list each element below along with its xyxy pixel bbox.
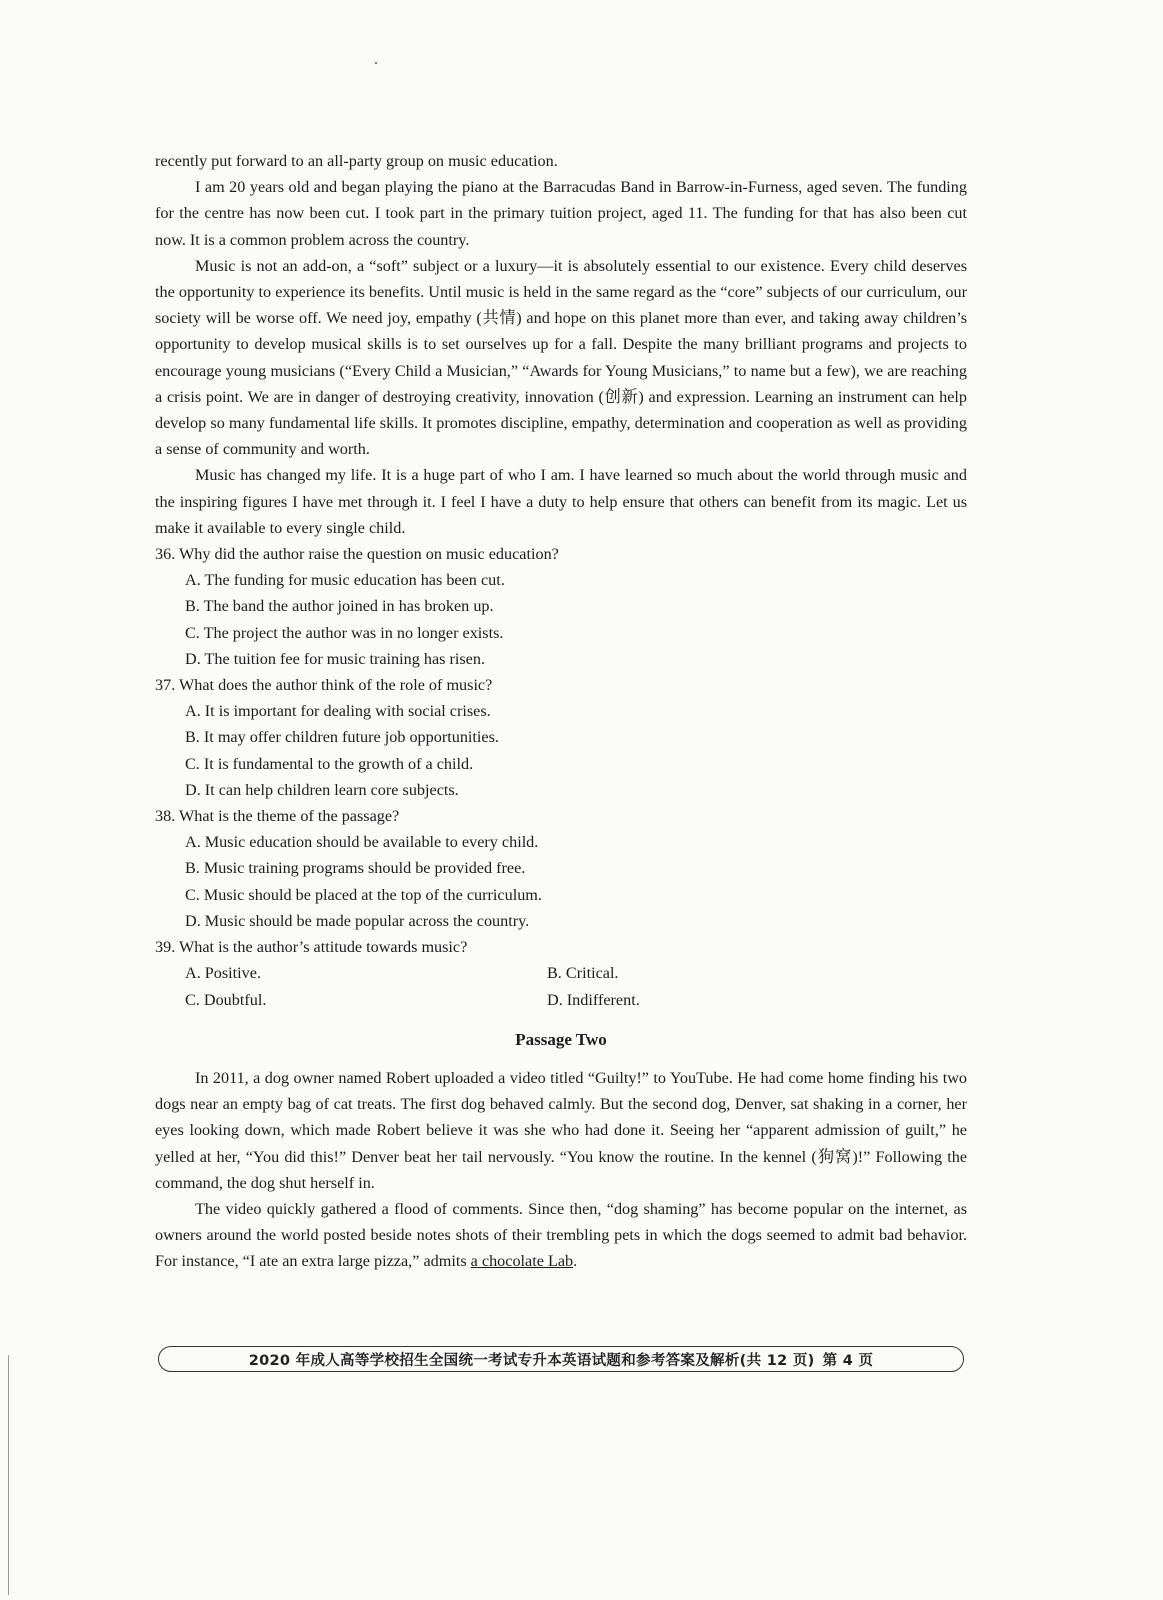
- scan-margin-line: [8, 1355, 9, 1595]
- option-a: A. The funding for music education has been cut.: [185, 571, 505, 590]
- question-stem: 36. Why did the author raise the question on music education?: [155, 545, 559, 564]
- question-38: [155, 803, 967, 934]
- option-d: D. The tuition fee for music training has risen.: [185, 649, 485, 668]
- option-c: C. Music should be placed at the top of the curriculum.: [185, 885, 542, 904]
- scan-speck: [375, 62, 377, 64]
- page-content: [155, 148, 967, 1275]
- option-d: D. It can help children learn core subjects.: [185, 780, 459, 799]
- paragraph-guilty-video: In 2011, a dog owner named Robert uploaded a video titled “Guilty!” to YouTube. He had come home finding his two dogs near an empty bag of cat treats. The first dog behaved calmly. But the second dog, Denver, sat shaking in a corner, her eyes looking down, which made Robert believe it was she who had done it. Seeing her “apparent admission of guilt,” he yelled at her, “You did this!” Denver beat her tail nervously. “You know the routine. In the kennel (狗窝)!” Following the command, the dog shut herself in.: [155, 1068, 967, 1192]
- option-d: D. Music should be made popular across the country.: [185, 911, 530, 930]
- option-a: A. It is important for dealing with social crises.: [185, 702, 491, 721]
- underlined-phrase: a chocolate Lab: [470, 1252, 574, 1271]
- paragraph-text: The video quickly gathered a flood of comments. Since then, “dog shaming” has become popular on the internet, as owners around the world posted beside notes shots of their trembling pets in which the dogs seemed to admit bad behavior. For instance, “I ate an extra large pizza,” admits: [155, 1199, 967, 1271]
- option-c: C. It is fundamental to the growth of a child.: [185, 754, 474, 773]
- question-stem: 39. What is the author’s attitude towards music?: [155, 938, 468, 957]
- option-b: B. Music training programs should be provided free.: [185, 859, 526, 878]
- question-39: [155, 934, 967, 1013]
- paragraph-music-changed-life: Music has changed my life. It is a huge part of who I am. I have learned so much about the world through music and the inspiring figures I have met through it. I feel I have a duty to help ensure that others can benefit from its magic. Let us make it available to every single child.: [155, 466, 967, 537]
- paragraph-continuation: recently put forward to an all-party group on music education.: [155, 152, 558, 170]
- question-37: [155, 672, 967, 803]
- paragraph-dog-shaming: [155, 1196, 967, 1275]
- passage-two-heading: Passage Two: [515, 1029, 607, 1049]
- option-a: A. Music education should be available to every child.: [185, 833, 539, 852]
- option-row: [155, 987, 967, 1013]
- option-d: D. Indifferent.: [547, 990, 640, 1009]
- page-footer: [158, 1346, 964, 1372]
- option-a: A. Positive.: [185, 964, 261, 983]
- question-stem: 38. What is the theme of the passage?: [155, 807, 400, 826]
- paragraph-end: .: [573, 1252, 578, 1271]
- option-c: C. Doubtful.: [185, 990, 267, 1009]
- footer-title: 2020 年成人高等学校招生全国统一考试专升本英语试题和参考答案及解析(共 12 页): [248, 1352, 815, 1369]
- paragraph-music-essential: Music is not an add-on, a “soft” subject or a luxury—it is absolutely essential to our existence. Every child deserves the opportunity to experience its benefits. Until music is held in the same regard as the “core” subjects of our curriculum, our society will be worse off. We need joy, empathy (共情) and hope on this planet more than ever, and taking away children’s opportunity to develop musical skills is to set ourselves up for a fall. Despite the many brilliant programs and projects to encourage young musicians (“Every Child a Musician,” “Awards for Young Musicians,” to name but a few), we are reaching a crisis point. We are in danger of destroying creativity, innovation (创新) and expression. Learning an instrument can help develop so many fundamental life skills. It promotes discipline, empathy, determination and cooperation as well as providing a sense of community and worth.: [155, 256, 967, 459]
- option-row: [155, 960, 967, 986]
- paragraph-author-background: I am 20 years old and began playing the piano at the Barracudas Band in Barrow-in-Furness, aged seven. The funding for the centre has now been cut. I took part in the primary tuition project, aged 11. The funding for that has also been cut now. It is a common problem across the country.: [155, 178, 967, 249]
- option-c: C. The project the author was in no longer exists.: [185, 623, 504, 642]
- option-b: B. It may offer children future job opportunities.: [185, 728, 499, 747]
- page-number: 第 4 页: [822, 1352, 874, 1369]
- question-stem: 37. What does the author think of the role of music?: [155, 676, 493, 695]
- option-b: B. Critical.: [547, 964, 619, 983]
- option-b: B. The band the author joined in has broken up.: [185, 597, 494, 616]
- question-36: [155, 541, 967, 672]
